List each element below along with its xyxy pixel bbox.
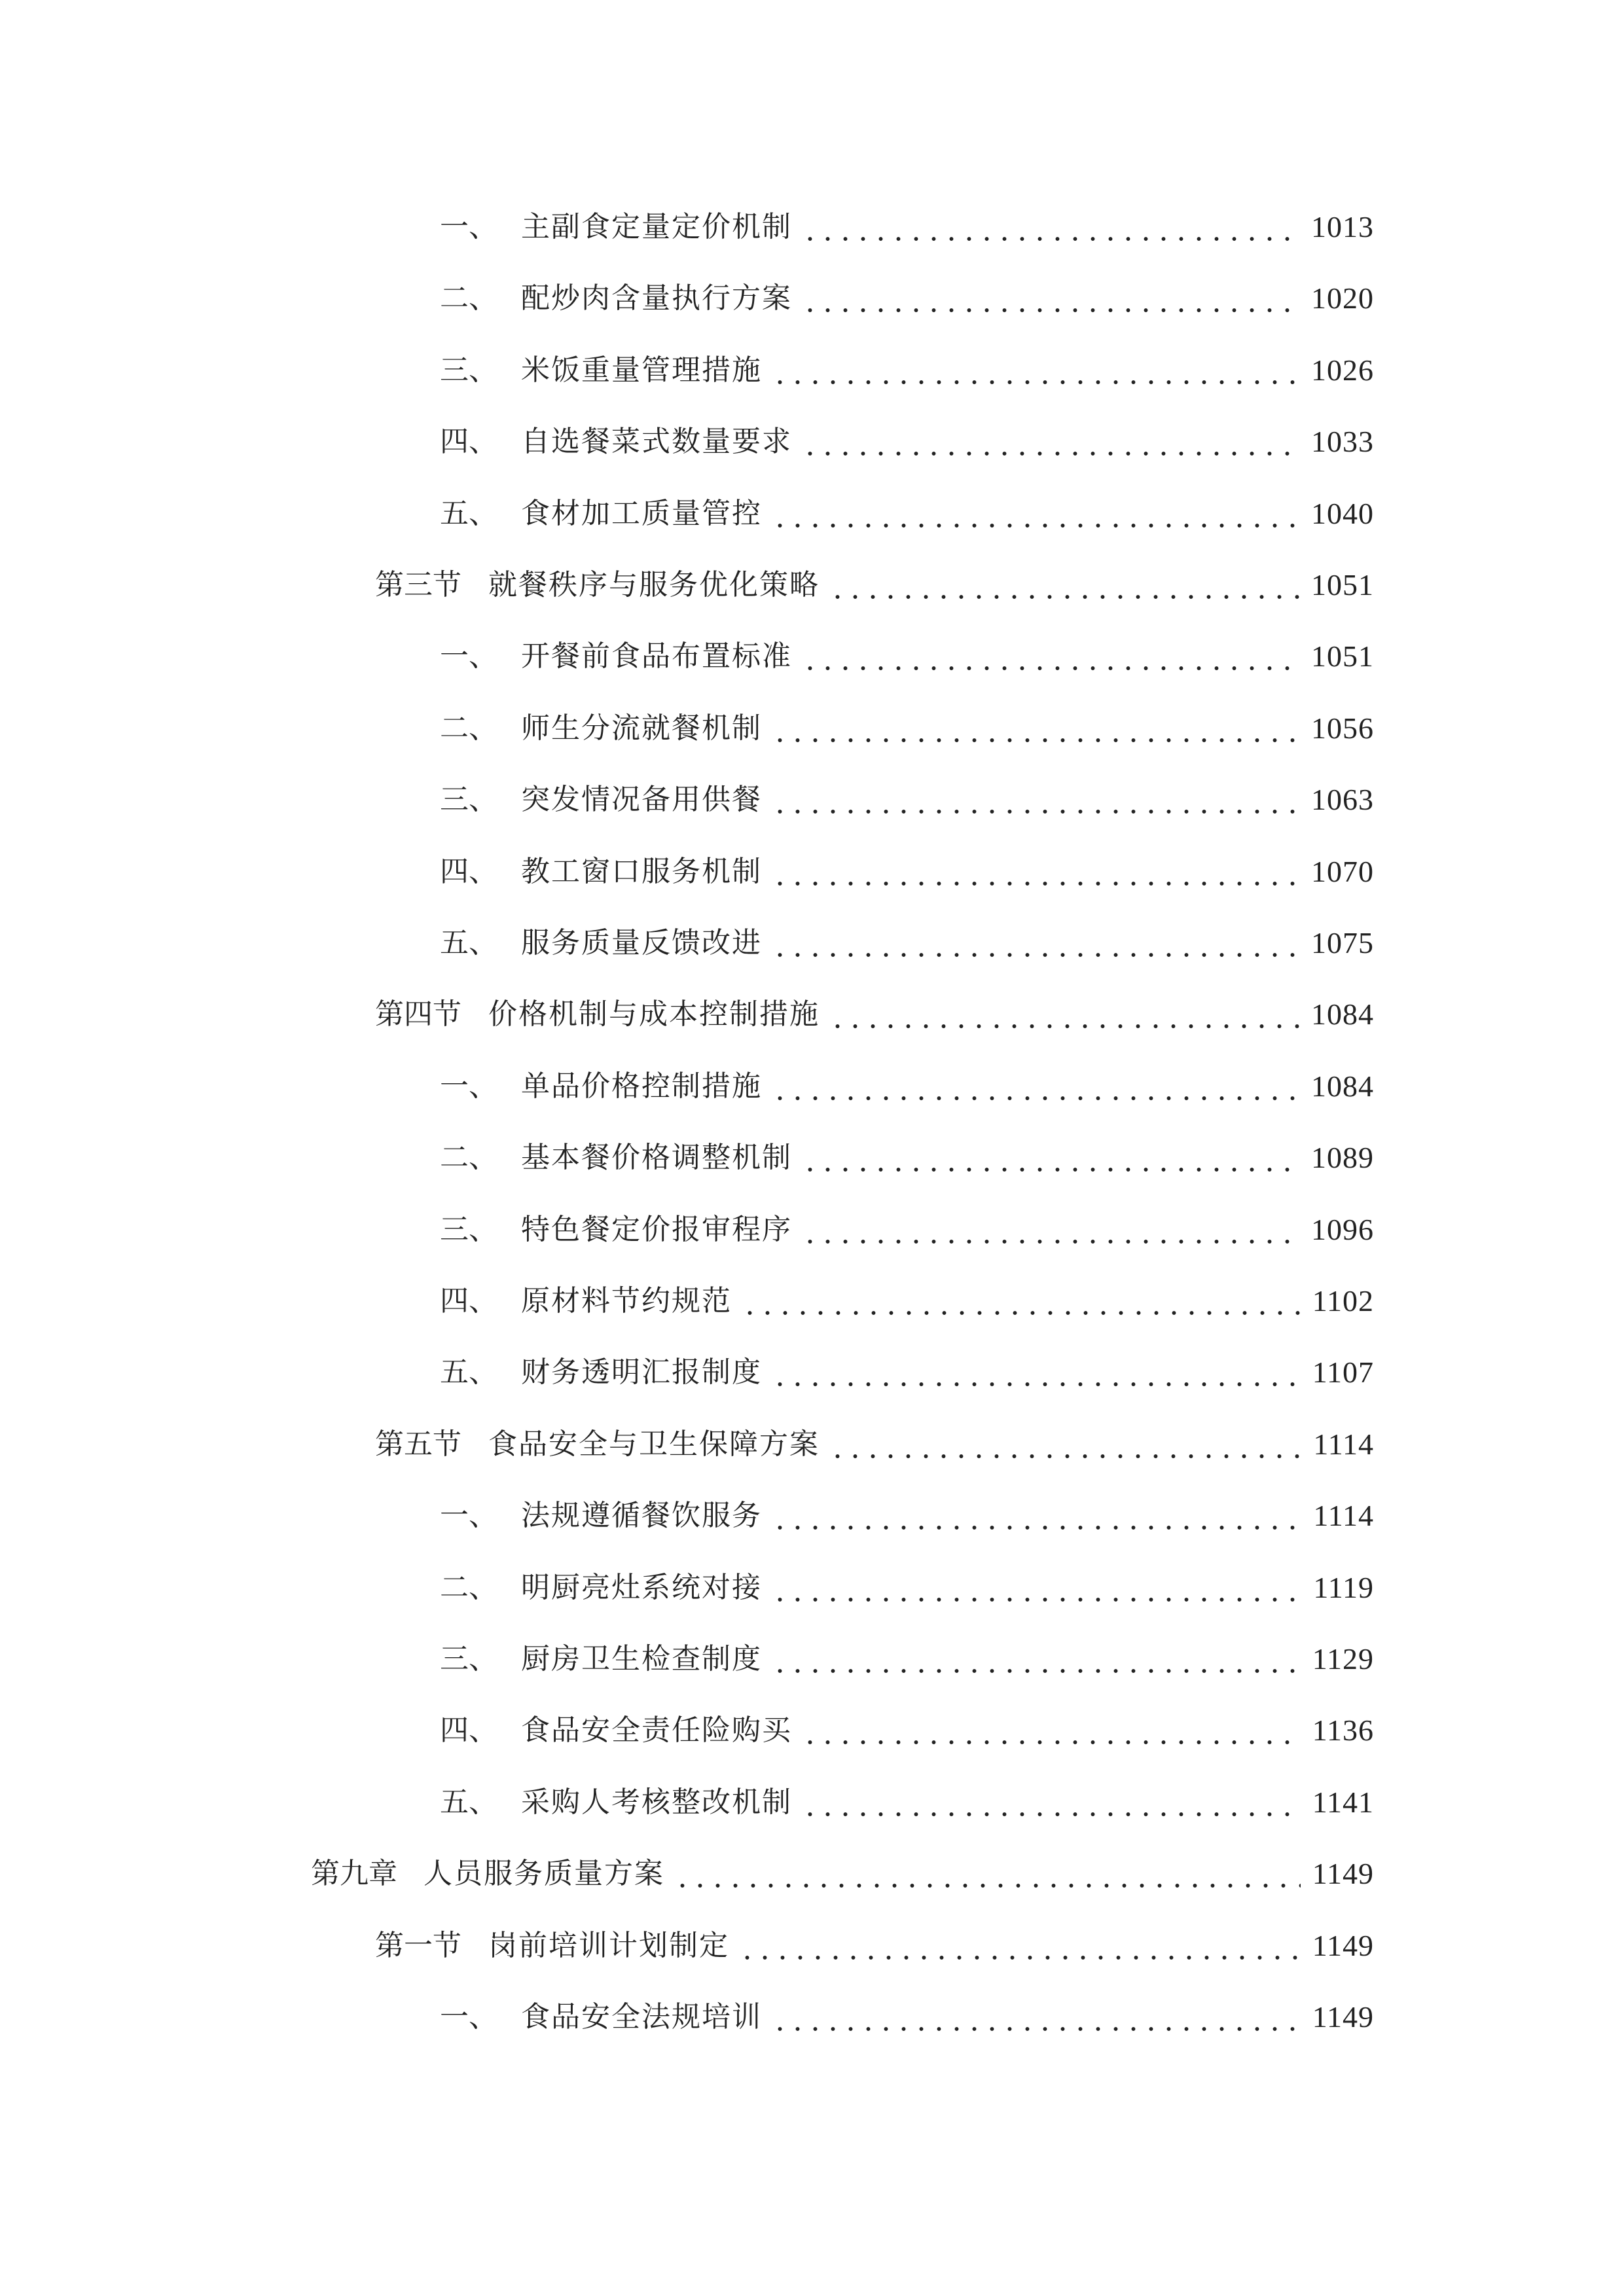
dot-leader [771, 1493, 1301, 1539]
toc-entry-number: 二、 [440, 1570, 497, 1604]
toc-entry-page: 1075 [1311, 926, 1374, 960]
dot-leader [771, 348, 1299, 393]
toc-entry-title: 食品安全法规培训 [521, 2000, 762, 2034]
toc-entry-title: 厨房卫生检查制度 [521, 1642, 762, 1676]
toc-entry[interactable] [440, 204, 1374, 250]
dot-leader [801, 1207, 1299, 1253]
toc-entry[interactable] [440, 1207, 1374, 1253]
toc-entry-number: 三、 [440, 353, 497, 387]
toc-entry-number: 四、 [440, 1713, 497, 1748]
toc-entry-title: 价格机制与成本控制措施 [488, 997, 820, 1031]
toc-entry-number: 四、 [440, 425, 497, 459]
dot-leader [801, 634, 1299, 679]
toc-entry-number: 一、 [440, 2000, 497, 2034]
toc-entry-title: 明厨亮灶系统对接 [521, 1570, 762, 1604]
toc-entry-title: 师生分流就餐机制 [521, 711, 762, 745]
toc-entry-title: 人员服务质量方案 [424, 1857, 664, 1891]
toc-entry-number: 二、 [440, 1141, 497, 1175]
toc-entry[interactable] [440, 1708, 1374, 1753]
toc-entry-page: 1020 [1311, 281, 1374, 315]
toc-entry-number: 二、 [440, 711, 497, 745]
toc-entry[interactable] [375, 992, 1374, 1037]
toc-entry-page: 1084 [1311, 997, 1374, 1031]
toc-entry-page: 1149 [1312, 1928, 1374, 1962]
toc-entry[interactable] [375, 1422, 1374, 1467]
dot-leader [771, 706, 1299, 751]
dot-leader [771, 1064, 1299, 1109]
toc-entry[interactable] [440, 348, 1374, 393]
dot-leader [801, 276, 1299, 321]
dot-leader [801, 1708, 1301, 1753]
toc-entry-page: 1149 [1312, 1857, 1374, 1891]
toc-entry-title: 原材料节约规范 [521, 1284, 732, 1318]
dot-leader [801, 1780, 1301, 1825]
toc-entry-number: 三、 [440, 1642, 497, 1676]
toc-entry[interactable] [440, 1780, 1374, 1825]
toc-entry[interactable] [440, 1064, 1374, 1109]
toc-entry-page: 1114 [1313, 1427, 1374, 1461]
toc-entry-title: 食材加工质量管控 [521, 496, 762, 530]
toc-entry-title: 突发情况备用供餐 [521, 783, 762, 817]
toc-entry-title: 采购人考核整改机制 [521, 1785, 792, 1819]
toc-entry-title: 单品价格控制措施 [521, 1069, 762, 1103]
toc-entry-number: 二、 [440, 281, 497, 315]
toc-entry[interactable] [440, 1278, 1374, 1324]
toc-entry-number: 第九章 [311, 1857, 397, 1891]
toc-entry-title: 财务透明汇报制度 [521, 1355, 762, 1390]
toc-entry-page: 1096 [1311, 1212, 1374, 1246]
toc-entry-page: 1051 [1311, 568, 1374, 601]
toc-entry-page: 1089 [1311, 1141, 1374, 1175]
toc-entry-page: 1149 [1312, 2000, 1374, 2034]
toc-entry[interactable] [440, 1994, 1374, 2040]
toc-entry-page: 1102 [1312, 1284, 1374, 1318]
toc-entry-number: 四、 [440, 1284, 497, 1318]
toc-entry-number: 五、 [440, 1785, 497, 1819]
toc-entry-title: 主副食定量定价机制 [521, 210, 792, 243]
toc-entry[interactable] [440, 1350, 1374, 1395]
toc-entry-title: 开餐前食品布置标准 [521, 639, 792, 673]
dot-leader [741, 1278, 1301, 1324]
toc-entry-page: 1084 [1311, 1069, 1374, 1103]
toc-entry-number: 三、 [440, 1212, 497, 1246]
dot-leader [771, 920, 1299, 966]
dot-leader [801, 419, 1299, 465]
toc-entry-page: 1013 [1311, 210, 1374, 243]
toc-entry-page: 1033 [1311, 425, 1374, 459]
toc-entry[interactable] [440, 849, 1374, 895]
toc-entry-number: 一、 [440, 639, 497, 673]
toc-entry-title: 食品安全与卫生保障方案 [488, 1427, 820, 1461]
toc-entry-number: 一、 [440, 1499, 497, 1533]
toc-entry[interactable] [440, 1493, 1374, 1539]
toc-entry-number: 一、 [440, 210, 497, 243]
toc-entry-number: 第四节 [375, 997, 461, 1031]
toc-entry-title: 基本餐价格调整机制 [521, 1141, 792, 1175]
dot-leader [801, 1135, 1299, 1181]
toc-entry-title: 特色餐定价报审程序 [521, 1212, 792, 1246]
toc-entry-page: 1136 [1312, 1713, 1374, 1748]
dot-leader [829, 562, 1299, 608]
toc-entry[interactable] [440, 1565, 1374, 1611]
toc-entry[interactable] [440, 777, 1374, 823]
toc-entry[interactable] [375, 562, 1374, 608]
toc-entry[interactable] [440, 1636, 1374, 1682]
toc-entry-title: 法规遵循餐饮服务 [521, 1499, 762, 1533]
toc-entry-page: 1070 [1311, 854, 1374, 888]
toc-entry-title: 食品安全责任险购买 [521, 1713, 792, 1748]
dot-leader [771, 491, 1299, 537]
toc-entry-title: 自选餐菜式数量要求 [521, 425, 792, 459]
toc-entry-page: 1141 [1312, 1785, 1374, 1819]
toc-entry-title: 就餐秩序与服务优化策略 [488, 568, 820, 601]
dot-leader [829, 992, 1299, 1037]
toc-entry-page: 1114 [1313, 1499, 1374, 1533]
dot-leader [771, 1565, 1301, 1611]
toc-entry-title: 服务质量反馈改进 [521, 926, 762, 960]
toc-entry-page: 1056 [1311, 711, 1374, 745]
toc-entry-page: 1129 [1312, 1642, 1374, 1676]
toc-entry-title: 教工窗口服务机制 [521, 854, 762, 888]
toc-entry-page: 1026 [1311, 353, 1374, 387]
toc-entry-title: 岗前培训计划制定 [488, 1928, 729, 1962]
toc-entry-page: 1119 [1313, 1570, 1374, 1604]
toc-entry-number: 三、 [440, 783, 497, 817]
dot-leader [829, 1422, 1301, 1467]
toc-entry[interactable] [440, 419, 1374, 465]
toc-entry-number: 五、 [440, 496, 497, 530]
toc-entry[interactable] [440, 920, 1374, 966]
toc-entry-number: 五、 [440, 926, 497, 960]
toc-entry-number: 四、 [440, 854, 497, 888]
toc-entry[interactable] [440, 706, 1374, 751]
toc-entry[interactable] [440, 634, 1374, 679]
toc-entry-title: 配炒肉含量执行方案 [521, 281, 792, 315]
toc-entry[interactable] [375, 1923, 1374, 1969]
dot-leader [771, 1994, 1301, 2040]
toc-entry-number: 第五节 [375, 1427, 461, 1461]
dot-leader [771, 849, 1299, 895]
dot-leader [674, 1851, 1301, 1897]
toc-entry-page: 1107 [1312, 1355, 1374, 1390]
dot-leader [801, 204, 1299, 250]
dot-leader [771, 1350, 1301, 1395]
toc-entry-number: 第三节 [375, 568, 461, 601]
toc-entry-page: 1063 [1311, 783, 1374, 817]
toc-entry-page: 1040 [1311, 496, 1374, 530]
toc-entry-page: 1051 [1311, 639, 1374, 673]
dot-leader [738, 1923, 1301, 1969]
toc-entry-title: 米饭重量管理措施 [521, 353, 762, 387]
toc-entry[interactable] [311, 1851, 1374, 1897]
toc-entry-number: 一、 [440, 1069, 497, 1103]
toc-entry-number: 第一节 [375, 1928, 461, 1962]
toc-entry[interactable] [440, 276, 1374, 321]
toc-entry[interactable] [440, 1135, 1374, 1181]
toc-entry[interactable] [440, 491, 1374, 537]
dot-leader [771, 1636, 1301, 1682]
toc-entry-number: 五、 [440, 1355, 497, 1390]
dot-leader [771, 777, 1299, 823]
